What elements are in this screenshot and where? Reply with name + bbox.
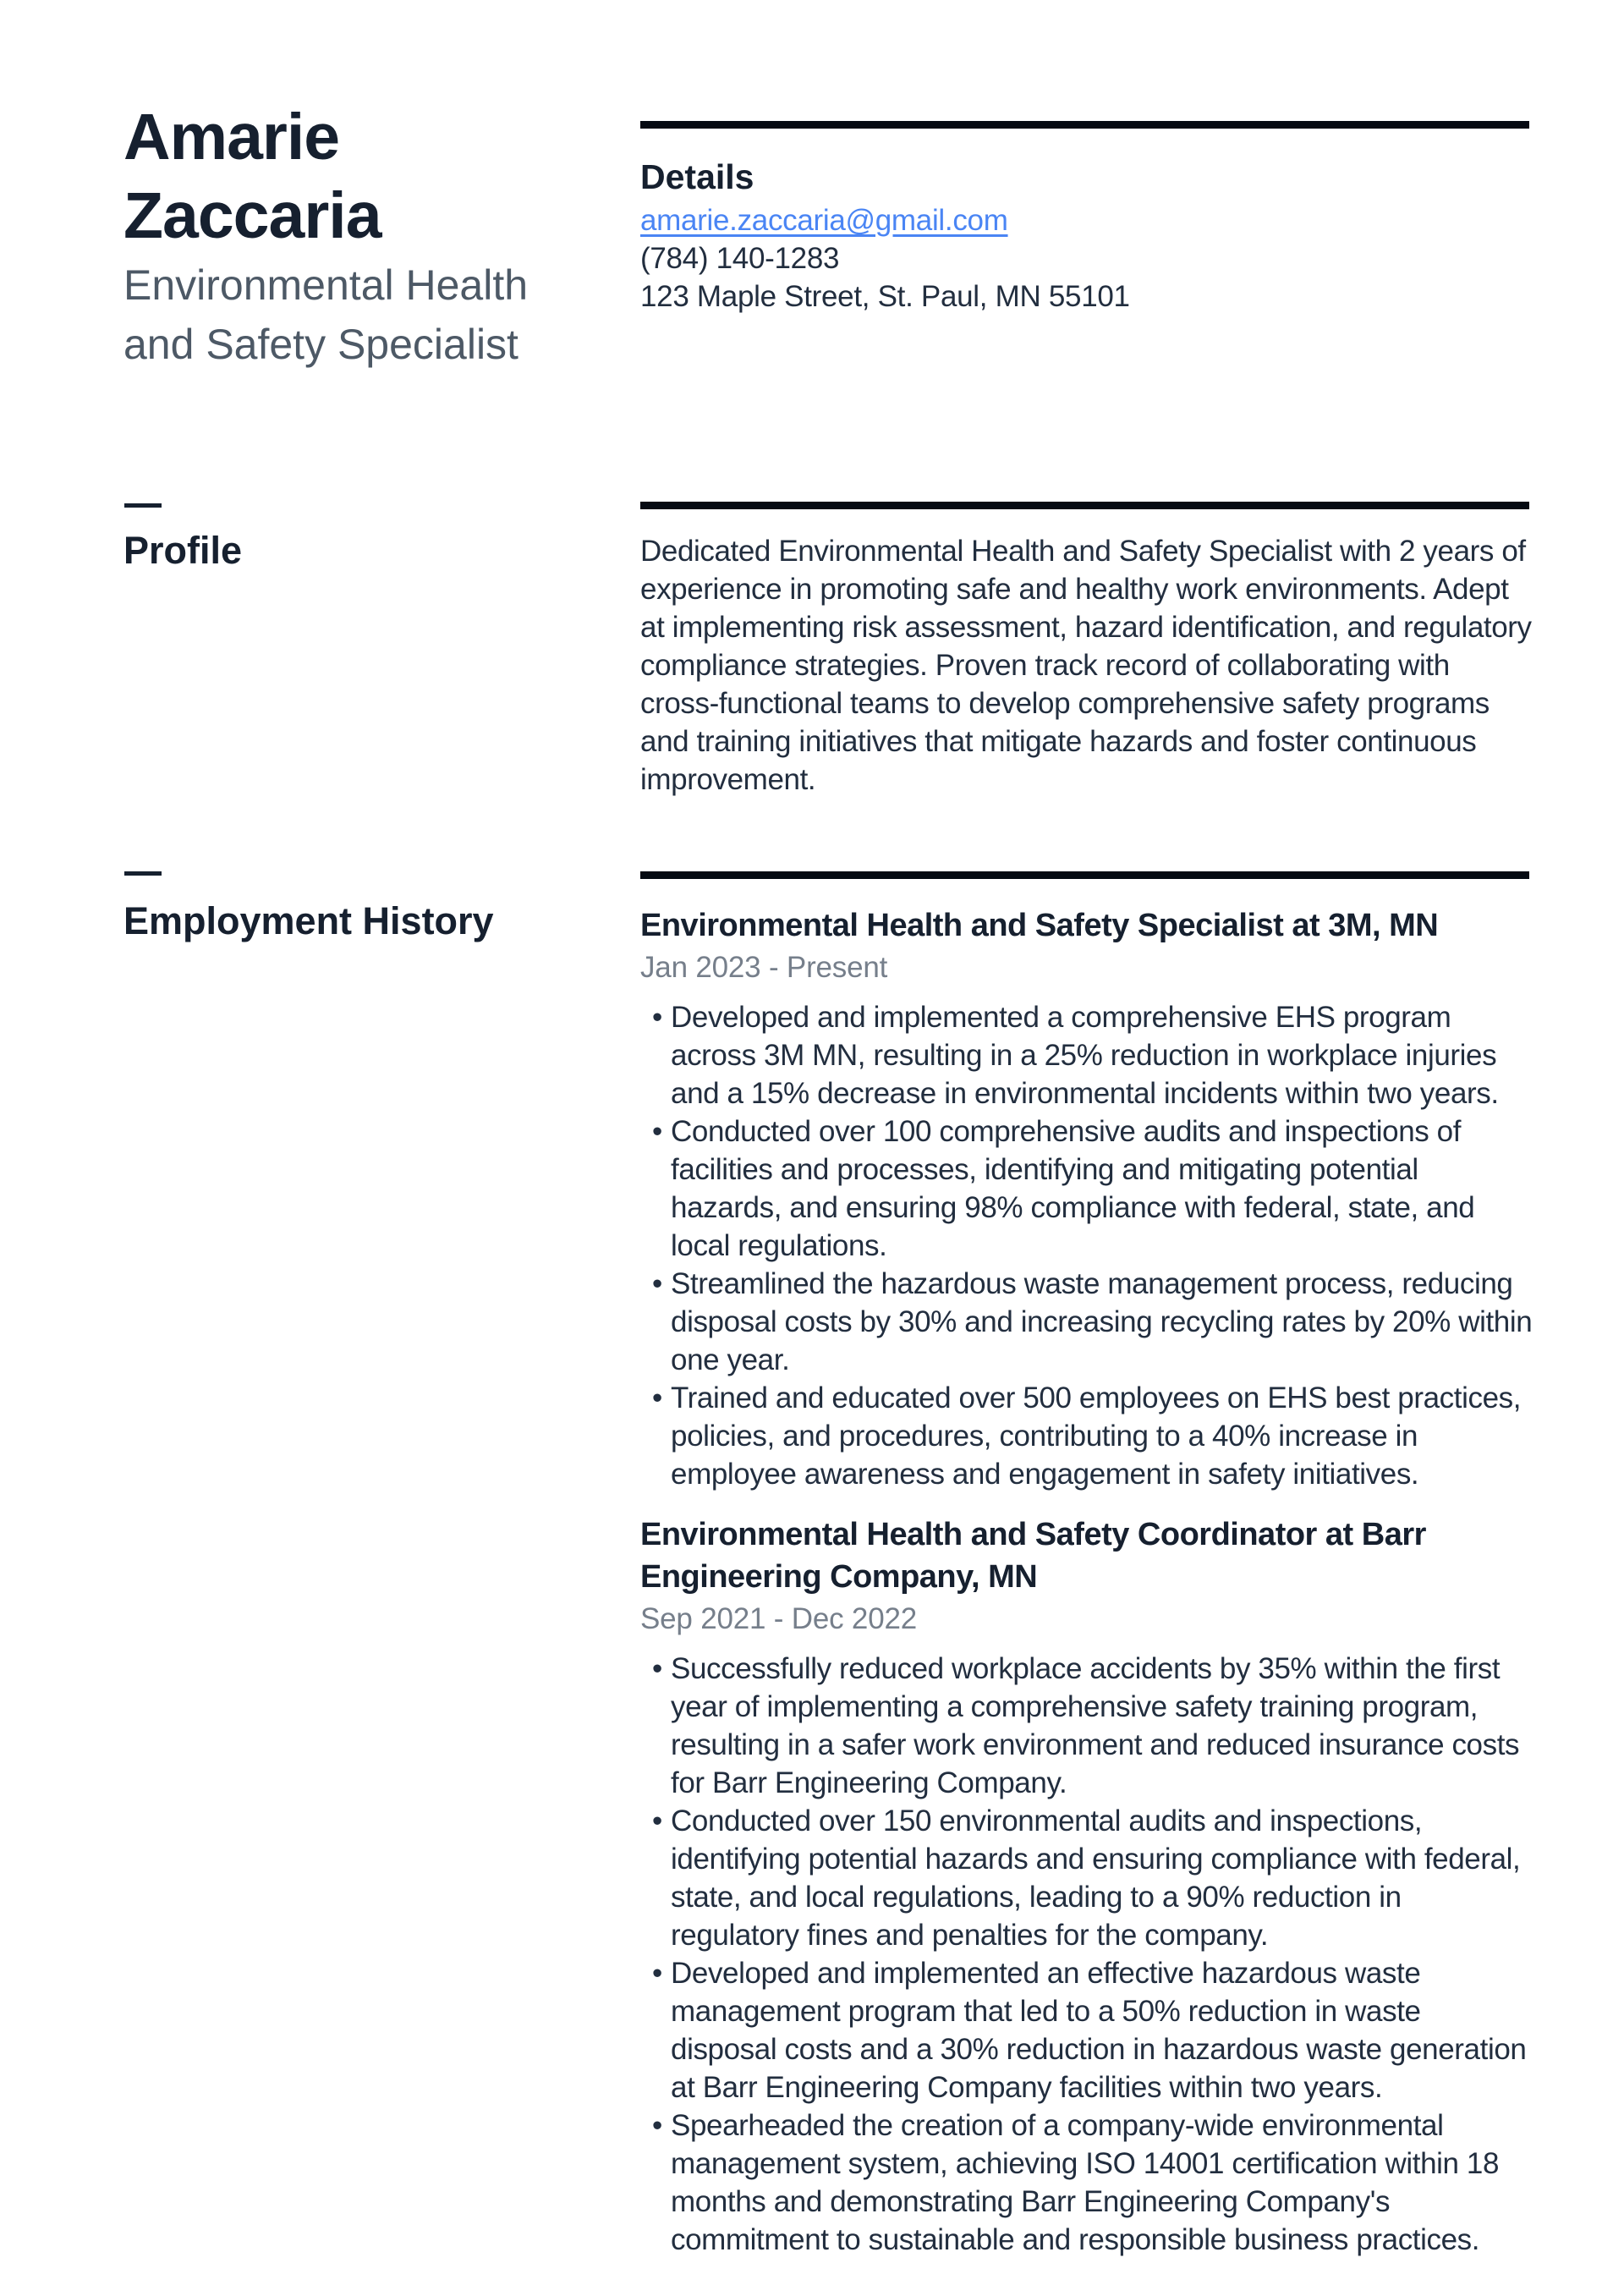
profile-rule <box>640 502 1529 509</box>
details-heading: Details <box>640 157 754 196</box>
job-title: Environmental Health and Safety Coordinator at Barr Engineering Company, MN <box>640 1517 1426 1595</box>
job-dates: Sep 2021 - Dec 2022 <box>640 1602 917 1635</box>
employment-history <box>640 904 1533 2259</box>
candidate-name: Amarie Zaccaria <box>123 101 381 252</box>
contact-address: 123 Maple Street, St. Paul, MN 55101 <box>640 280 1130 313</box>
details-block <box>640 155 1533 316</box>
bullet-item: • Developed and implemented an effective hazardous waste management program that led to a 50% reduction in waste disposal costs and a 30% reduction in hazardous waste generation at Barr Engineering Company facilities within two years. <box>640 1954 1533 2106</box>
profile-summary: Dedicated Environmental Health and Safety Specialist with 2 years of experience in promoting safe and healthy work environments. Adept at implementing risk assessment, hazard identification, and regulatory compliance strategies. Proven track record of collaborating with cross-functional teams to develop comprehensive safety programs and training initiatives that mitigate hazards and foster continuous improvement. <box>640 535 1532 796</box>
job-entry-barr-engineering <box>640 1513 1533 2259</box>
bullet-item: • Successfully reduced workplace accidents by 35% within the first year of implementing a comprehensive safety training program, resulting in a safer work environment and reduced insurance costs for Barr Engineering Company. <box>640 1650 1533 1802</box>
bullet-item: • Spearheaded the creation of a company-wide environmental management system, achieving ISO 14001 certification within 18 months and demonstrating Barr Engineering Company's commitment to sustainable and responsible business practices. <box>640 2106 1533 2259</box>
job-title: Environmental Health and Safety Specialist at 3M, MN <box>640 908 1439 943</box>
job-dates: Jan 2023 - Present <box>640 951 888 984</box>
employment-section-dash <box>124 871 162 876</box>
details-rule <box>640 121 1529 129</box>
profile-section-dash <box>124 503 162 508</box>
email-link[interactable]: amarie.zaccaria@gmail.com <box>640 204 1008 237</box>
bullet-item: • Conducted over 150 environmental audits and inspections, identifying potential hazards and ensuring compliance with federal, state, and local regulations, leading to a 90% reduction in regulatory fines and penalties for the company. <box>640 1802 1533 1954</box>
job-entry-3m <box>640 904 1533 1493</box>
profile-section-heading: Profile <box>123 529 243 572</box>
bullet-item: • Conducted over 100 comprehensive audits and inspections of facilities and processes, identifying and mitigating potential hazards, and ensuring 98% compliance with federal, state, and local regulations. <box>640 1112 1533 1265</box>
contact-phone: (784) 140-1283 <box>640 242 840 275</box>
candidate-job-title: Environmental Health and Safety Specialist <box>123 261 529 368</box>
employment-section-heading: Employment History <box>123 899 494 942</box>
contact-email-line <box>640 201 1533 239</box>
bullet-item: • Trained and educated over 500 employees on EHS best practices, policies, and procedures, contributing to a 40% increase in employee awareness and engagement in safety initiatives. <box>640 1379 1533 1493</box>
job-bullet-list <box>640 1650 1533 2259</box>
job-bullet-list <box>640 998 1533 1493</box>
bullet-item: • Streamlined the hazardous waste management process, reducing disposal costs by 30% and increasing recycling rates by 20% within one year. <box>640 1265 1533 1379</box>
employment-rule <box>640 871 1529 879</box>
bullet-item: • Developed and implemented a comprehensive EHS program across 3M MN, resulting in a 25% reduction in workplace injuries and a 15% decrease in environmental incidents within two years. <box>640 998 1533 1112</box>
